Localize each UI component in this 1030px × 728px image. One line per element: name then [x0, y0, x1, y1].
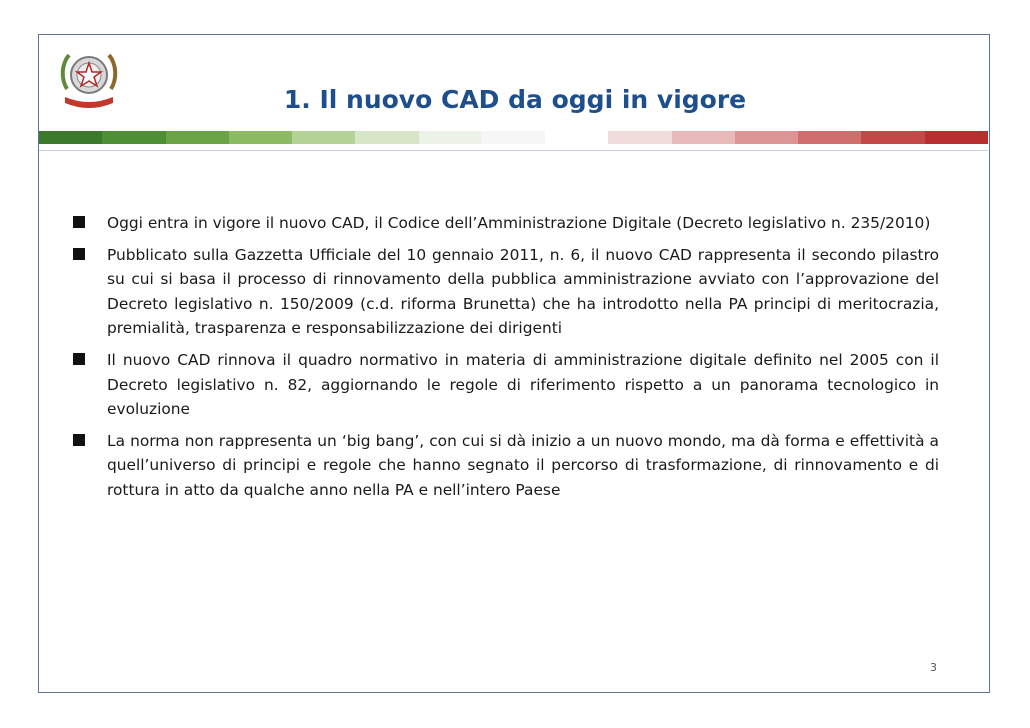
stripe-segment: [102, 131, 165, 144]
stripe-segment: [798, 131, 861, 144]
bullet-item: [73, 429, 939, 503]
bullet-text: Il nuovo CAD rinnova il quadro normativo in materia di amministrazione digitale definito nel 2005 con il Decreto legislativo n. 82, aggiornando le regole di riferimento rispetto a un panorama tecnologico in evoluzione: [107, 350, 939, 419]
stripe-segment: [355, 131, 418, 144]
stripe-segment: [419, 131, 482, 144]
bullet-text: La norma non rappresenta un ‘big bang’, con cui si dà inizio a un nuovo mondo, ma dà forma e effettività a quell’universo di principi e regole che hanno segnato il percorso di trasformazione, di rinnovamento e di rottura in atto da qualche anno nella PA e nell’intero Paese: [107, 431, 939, 499]
slide-title: 1. Il nuovo CAD da oggi in vigore: [283, 85, 747, 114]
stripe-segment: [925, 131, 988, 144]
bullet-text: Oggi entra in vigore il nuovo CAD, il Codice dell’Amministrazione Digitale (Decreto legislativo n. 235/2010): [107, 214, 931, 232]
square-bullet-icon: [73, 248, 85, 260]
slide: [38, 34, 990, 693]
stripe-segment: [672, 131, 735, 144]
stripe-segment: [292, 131, 355, 144]
stripe-segment: [229, 131, 292, 144]
color-stripe: [39, 131, 988, 144]
bullet-item: [73, 348, 939, 422]
bullet-item: [73, 211, 939, 236]
page-number: 3: [930, 661, 937, 674]
stripe-segment: [608, 131, 671, 144]
stripe-segment: [545, 131, 608, 144]
bullet-list: [73, 211, 939, 510]
square-bullet-icon: [73, 353, 85, 365]
stripe-segment: [861, 131, 924, 144]
bullet-text: Pubblicato sulla Gazzetta Ufficiale del 10 gennaio 2011, n. 6, il nuovo CAD rappresenta il secondo pilastro su cui si basa il processo di rinnovamento della pubblica amministrazione avviato con l’approvazione del Decreto legislativo n. 150/2009 (c.d. riforma Brunetta) che ha introdotto nella PA principi di meritocrazia, premialità, trasparenza e responsabilizzazione dei dirigenti: [107, 245, 939, 338]
bullet-item: [73, 243, 939, 341]
square-bullet-icon: [73, 434, 85, 446]
stripe-segment: [482, 131, 545, 144]
stripe-segment: [39, 131, 102, 144]
square-bullet-icon: [73, 216, 85, 228]
stripe-segment: [735, 131, 798, 144]
divider: [39, 150, 988, 151]
stripe-segment: [166, 131, 229, 144]
